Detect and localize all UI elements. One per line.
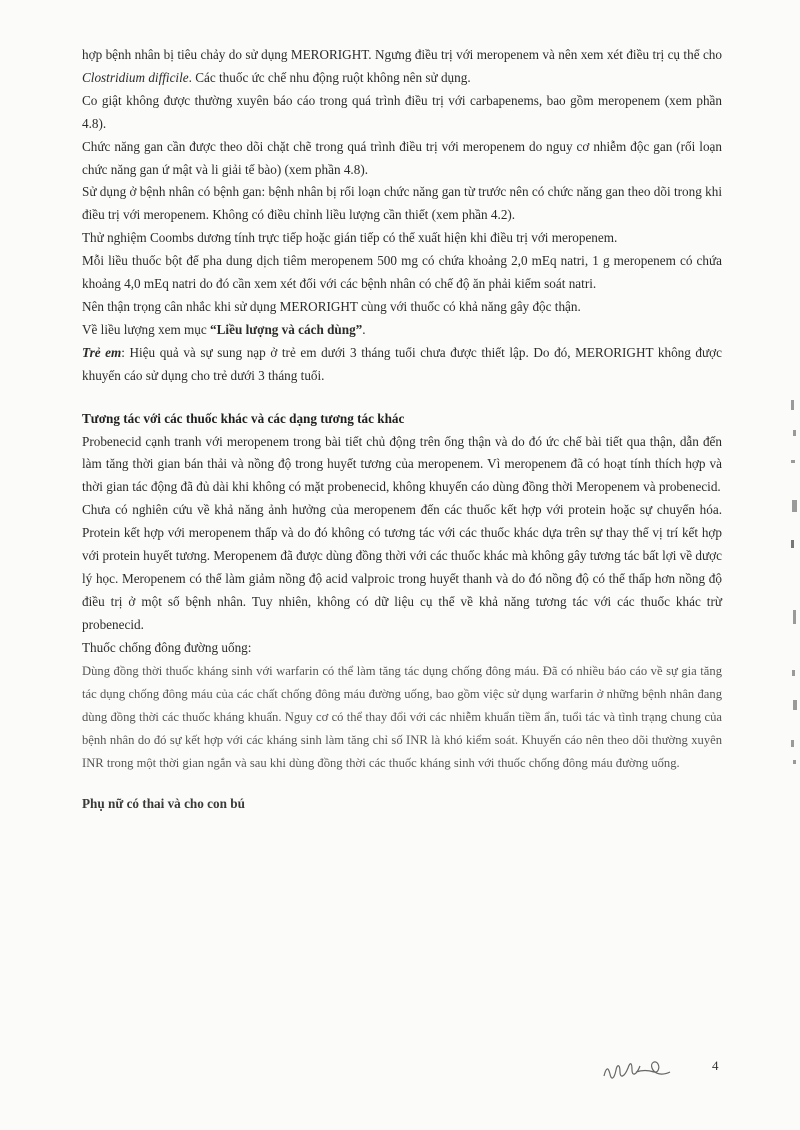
text-run: Probenecid cạnh tranh với meropenem trong bài tiết chủ động trên ống thận và do đó ức chế bài tiết qua thận, dẫn đến làm tăng thời gian bán thải và nồng độ trong huyết tương của meropenem. Vì meropenem đã có hoạt tính thích hợp và thời gian tác động đã đủ dài khi không có mặt probenecid, không khuyến cáo dùng đồng thời Meropenem và probenecid. — [82, 433, 722, 495]
paragraphs_top-paragraph — [82, 342, 722, 388]
paragraphs_top-paragraph — [82, 181, 722, 227]
text-run: Clostridium difficile — [82, 69, 189, 85]
paragraphs_interactions-paragraph — [82, 431, 722, 500]
text-run: Thuốc chống đông đường uống: — [82, 639, 252, 655]
interactions-section — [82, 431, 722, 660]
precautions-section — [82, 44, 722, 388]
paragraphs_top-paragraph — [82, 319, 722, 342]
text-run: . — [362, 321, 366, 337]
text-run: Thử nghiệm Coombs dương tính trực tiếp hoặc gián tiếp có thể xuất hiện khi điều trị với meropenem. — [82, 230, 618, 246]
pregnancy-heading: Phụ nữ có thai và cho con bú — [82, 795, 245, 811]
paragraphs_interactions-paragraph — [82, 499, 722, 636]
anticoagulant-paragraph: Dùng đồng thời thuốc kháng sinh với warfarin có thể làm tăng tác dụng chống đông máu. Đã có nhiều báo cáo về sự gia tăng tác dụng chống đông máu của các chất chống đông máu đường uống, bao gồm việc sử dụng warfarin ở những bệnh nhân đang dùng đồng thời các thuốc kháng khuẩn. Nguy cơ có thể thay đổi với các nhiễm khuẩn tiềm ẩn, tuổi tác và tình trạng chung của bệnh nhân do đó sự kết hợp với các kháng sinh làm tăng chỉ số INR là khó kiểm soát. Khuyến cáo nên theo dõi thường xuyên INR trong một thời gian ngắn và sau khi dùng đồng thời các thuốc kháng sinh với thuốc chống đông máu đường uống. — [82, 663, 722, 770]
paragraphs_top-paragraph — [82, 136, 722, 182]
signature-icon — [598, 1050, 678, 1090]
text-run: Mỗi liều thuốc bột để pha dung dịch tiêm meropenem 500 mg có chứa khoảng 2,0 mEq natri, 1 g meropenem có chứa khoảng 4,0 mEq natri do đó cần xem xét đối với các bệnh nhân có chế độ ăn phải kiểm soát natri. — [82, 253, 722, 292]
text-run: Sử dụng ở bệnh nhân có bệnh gan: bệnh nhân bị rối loạn chức năng gan từ trước nên có chức năng gan theo dõi trong khi điều trị với meropenem. Không có điều chỉnh liều lượng cần thiết (xem phần 4.2). — [82, 184, 722, 223]
paragraphs_interactions-paragraph — [82, 637, 722, 660]
text-run: . Các thuốc ức chế nhu động ruột không nên sử dụng. — [188, 69, 471, 85]
paragraphs_top-paragraph — [82, 227, 722, 250]
text-run: Nên thận trọng cân nhắc khi sử dụng MERORIGHT cùng với thuốc có khả năng gây độc thận. — [82, 298, 581, 314]
paragraphs_top-paragraph — [82, 296, 722, 319]
paragraphs_top-paragraph — [82, 90, 722, 136]
anticoagulant-section — [82, 660, 722, 775]
document-page — [82, 44, 722, 815]
text-run: Chưa có nghiên cứu về khả năng ảnh hưởng của meropenem đến các thuốc kết hợp với protein hoặc sự chuyển hóa. Protein kết hợp với meropenem thấp và do đó không có tương tác với các thuốc khác dựa trên sự thay thế vị trí kết hợp với protein huyết tương. Meropenem đã được dùng đồng thời với các thuốc khác mà không gây tương tác bất lợi về dược lý học. Meropenem có thể làm giảm nồng độ acid valproic trong huyết thanh và do đó nồng độ có thể thấp hơn nồng độ điều trị ở một số bệnh nhân. Tuy nhiên, không có dữ liệu cụ thể về khả năng tương tác với các thuốc khác trừ probenecid. — [82, 502, 722, 632]
text-run: Chức năng gan cần được theo dõi chặt chẽ trong quá trình điều trị với meropenem do nguy cơ nhiễm độc gan (rối loạn chức năng gan ứ mật và li giải tế bào) (xem phần 4.8). — [82, 138, 722, 177]
scan-edge-marks — [786, 0, 800, 1130]
text-run: “Liều lượng và cách dùng” — [210, 321, 363, 337]
text-run: Về liều lượng xem mục — [82, 321, 211, 337]
page-number: 4 — [712, 1058, 719, 1073]
text-run: Co giật không được thường xuyên báo cáo trong quá trình điều trị với carbapenems, bao gồm meropenem (xem phần 4.8). — [82, 92, 722, 131]
text-run: hợp bệnh nhân bị tiêu chảy do sử dụng MERORIGHT. Ngưng điều trị với meropenem và nên xem xét điều trị cụ thể cho — [82, 47, 722, 62]
text-run: : Hiệu quả và sự sung nạp ở trẻ em dưới 3 tháng tuổi chưa được thiết lập. Do đó, MERORIGHT không được khuyến cáo sử dụng cho trẻ dưới 3 tháng tuổi. — [82, 344, 722, 383]
interactions-heading: Tương tác với các thuốc khác và các dạng tương tác khác — [82, 410, 405, 426]
paragraphs_top-paragraph — [82, 250, 722, 296]
paragraphs_top-paragraph — [82, 44, 722, 90]
text-run: Trẻ em — [82, 344, 122, 360]
